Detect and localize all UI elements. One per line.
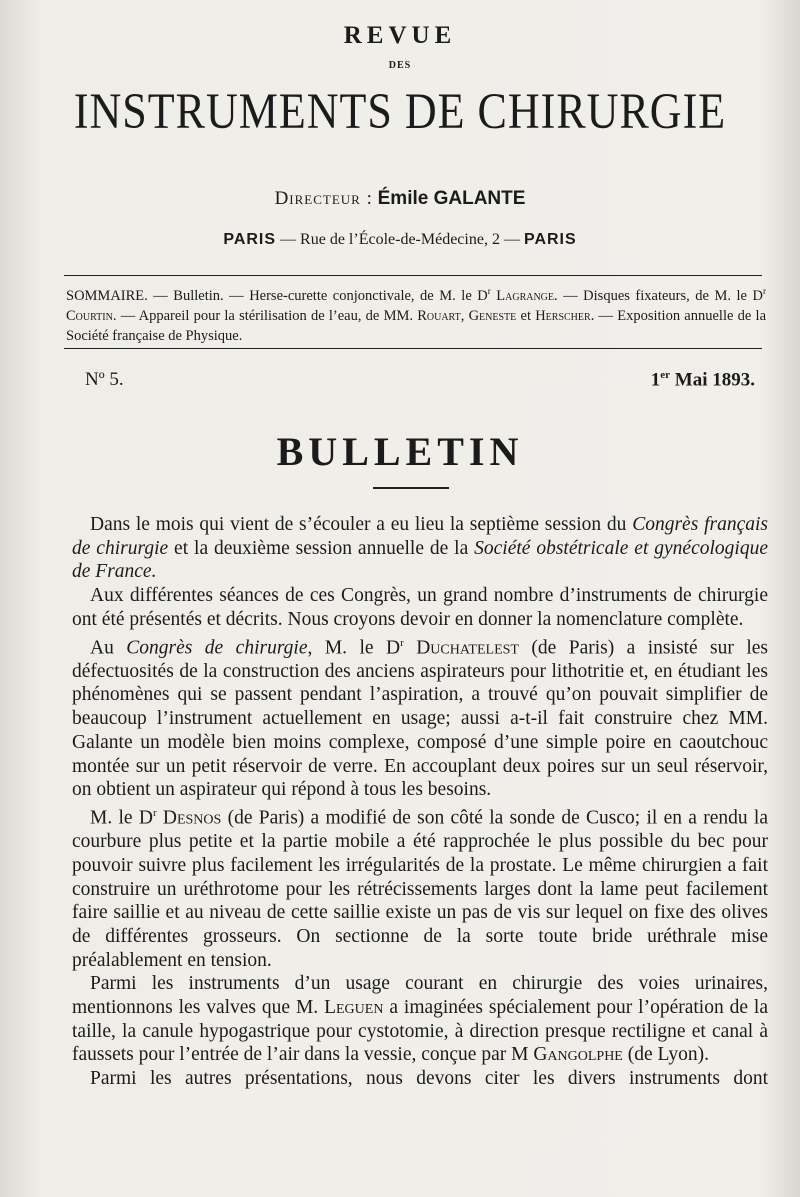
p1-italic-b: Congrès français de chirurgie [72,514,768,559]
director-name: Émile GALANTE [377,188,526,209]
article-body [72,513,768,1091]
paragraph-3 [72,632,768,802]
p5-text-e: (de Lyon). [622,1044,709,1066]
p1-italic-d: Société obstétricale et gynécologique de France. [72,537,768,583]
journal-des: DES [388,60,412,71]
paragraph-6: Parmi les autres présentations, nous devons citer les divers instruments dont [90,1068,768,1090]
sommaire-sup-1: r [487,286,491,297]
sommaire-name-1: Lagrange [490,288,555,304]
issue-number: Nº 5. [85,369,124,390]
paragraph-5 [72,972,768,1067]
p3-name-d: Duchatelest [403,637,519,659]
sommaire-text-5: . — Exposition annuelle de la Société française de Physique. [66,308,767,344]
director-label: Directeur : [274,188,373,209]
sommaire-text-1: SOMMAIRE. — Bulletin. — Herse-curette conjonctivale, de M. le D [66,288,488,304]
p4-text-a: M. le D [90,807,153,829]
p5-text-c: a imaginées spécialement pour l’opération de la taille, la canule hypogastrique pour cystotomie, à direction presque rectiligne et canal à faussets pour l’entrée de l’air dans la vessie, conçue par M [72,997,769,1066]
p1-text-c: et la deuxième session annuelle de la [168,537,475,559]
p3-sup: r [400,636,404,649]
p3-italic-b: Congrès de chirurgie [126,637,308,659]
sommaire-text-3: . — Appareil pour la stérilisation de l’eau, de MM. [112,308,418,324]
sommaire-name-4: Herscher [535,308,591,324]
p5-text-a: Parmi les instruments d’un usage courant en chirurgie des voies urinaires, mentionnons les valves que M. [72,973,768,1019]
p3-text-e: (de Paris) a insisté sur les défectuosités de la construction des anciens aspirateurs pour lithotritie et, en étudiant les phénomènes qui se passent pendant l’aspiration, a trouvé qu’on pouvait simplifier de beaucoup l’instrument actuellement en usage; aussi a-t-il fait construire chez MM. Galante un modèle bien moins complexe, composé d’une simple poire en caoutchouc montée sur un petit réservoir de verre. En accouplant deux poires sur un seul réservoir, on obtient un aspirateur qui répond à tous les besoins. [72,637,768,801]
address-line [0,231,800,249]
address-street: — Rue de l’École-de-Médecine, 2 — [276,231,524,248]
paragraph-1 [72,513,768,584]
p1-text-a: Dans le mois qui vient de s’écouler a eu lieu la septième session du [90,514,633,535]
director-line [0,188,800,210]
paragraph-4 [72,802,768,972]
sommaire-sup-2: r [762,286,766,297]
sommaire [66,286,766,346]
paragraph-2: Aux différentes séances de ces Congrès, un grand nombre d’instruments de chirurgie ont été présentés et décrits. Nous croyons devoir en donner la nomenclature complète. [72,585,768,630]
issue-date [651,369,755,391]
issue-date-day: 1 [650,369,661,391]
sommaire-name-3: Rouart, Geneste [417,308,517,324]
p5-name-d: Gangolphe [533,1044,623,1066]
address-city-left: PARIS [223,231,277,248]
sommaire-text-4: et [516,308,536,324]
journal-revue: REVUE [343,22,457,49]
p3-text-a: Au [90,637,127,659]
section-title-rule [373,487,449,489]
rule-bottom [64,348,762,349]
p3-text-c: , M. le D [307,637,401,659]
sommaire-name-2: Courtin [66,308,113,324]
p4-name-b: Desnos [156,807,222,829]
p4-sup: r [152,806,157,819]
issue-date-sup: er [660,369,671,381]
address-city-right: PARIS [523,231,577,248]
sommaire-text-2: . — Disques fixateurs, de M. le D [554,288,763,304]
p5-name-b: Leguen [324,997,384,1019]
section-title: BULLETIN [276,429,524,474]
issue-date-rest: Mai 1893. [670,369,755,391]
rule-top [64,275,762,276]
journal-title: INSTRUMENTS DE CHIRURGIE [73,83,727,140]
p4-text-c: (de Paris) a modifié de son côté la sonde de Cusco; il en a rendu la courbure plus petite et la partie mobile a été rapprochée le plus possible du bec pour pouvoir suivre plus facilement les irrégularités de la prostate. Le même chirurgien a fait construire un uréthrotome pour les rétrécissements larges dont la lame peut facilement faire saillie et au niveau de cette saillie existe un pas de vis sur lequel on fixe des olives de différentes grosseurs. On sectionne de la sorte toute bride uréthrale mise préalablement en tension. [72,807,768,971]
